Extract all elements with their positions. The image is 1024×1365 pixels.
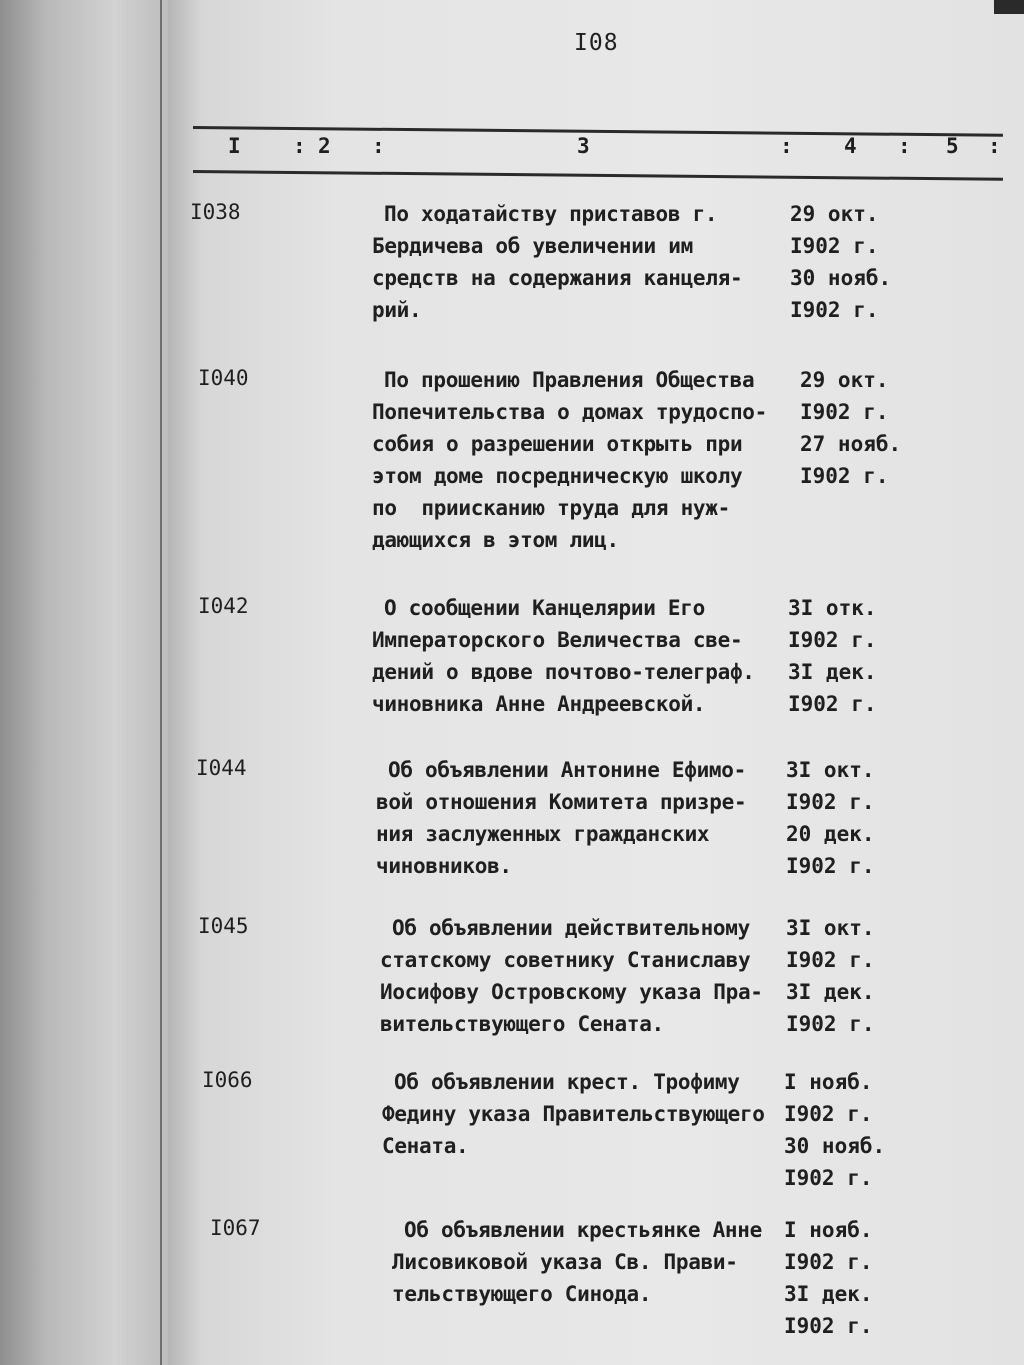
column-header-5: 5 (946, 134, 959, 158)
binding-line (160, 0, 162, 1365)
entry-dates (800, 364, 925, 492)
entry-dates (786, 912, 911, 1040)
entry-dates (784, 1066, 909, 1194)
column-header-3: 3 (577, 134, 590, 158)
entry-description-line: вительствующего Сената. (380, 1012, 664, 1036)
entry-description-line: по приисканию труда для нуж- (372, 496, 730, 520)
entry-description-line: дающихся в этом лиц. (372, 528, 619, 552)
entry-number: I045 (198, 914, 249, 938)
entry-description (376, 754, 776, 882)
entry-date-line: 20 дек. (786, 822, 875, 846)
entry-description-line: Бердичева об увеличении им (372, 234, 693, 258)
entry-date-line: 29 окт. (800, 368, 889, 392)
entry-description-line: этом доме посредническую школу (372, 464, 743, 488)
entry-description-line: Лисовиковой указа Св. Прави- (392, 1250, 738, 1274)
entry-number: I040 (198, 366, 249, 390)
entry-description-line: ния заслуженных гражданских (376, 822, 710, 846)
entry-number: I038 (190, 200, 241, 224)
entry-description-line: средств на содержания канцеля- (372, 266, 743, 290)
entry-dates (790, 198, 915, 326)
entry-date-line: I902 г. (784, 1314, 873, 1338)
entry-date-line: 3I дек. (788, 660, 877, 684)
column-separator: : (372, 134, 385, 158)
entry-date-line: I902 г. (786, 948, 875, 972)
page-corner-shadow (994, 0, 1024, 14)
column-separator: : (780, 134, 793, 158)
entry-description (380, 912, 780, 1040)
entry-date-line: 3I окт. (786, 916, 875, 940)
entry-description-line: Императорского Величества све- (372, 628, 743, 652)
entry-dates (784, 1214, 909, 1342)
entry-date-line: I нояб. (784, 1218, 873, 1242)
column-separator: : (898, 134, 911, 158)
entry-date-line: I902 г. (784, 1250, 873, 1274)
entry-date-line: 29 окт. (790, 202, 879, 226)
entry-date-line: 3I дек. (786, 980, 875, 1004)
entry-description-line: Федину указа Правительствующего (382, 1102, 765, 1126)
entry-description (372, 592, 772, 720)
entry-number: I044 (196, 756, 247, 780)
entry-date-line: 3I дек. (784, 1282, 873, 1306)
entry-date-line: I902 г. (790, 234, 879, 258)
entry-description-line: Об объявлении Антонине Ефимо- (388, 758, 746, 782)
column-separator: : (988, 134, 1001, 158)
entry-date-line: 3I отк. (788, 596, 877, 620)
entry-description-line: Об объявлении крест. Трофиму (394, 1070, 740, 1094)
entry-description-line: чиновника Анне Андреевской. (372, 692, 706, 716)
entry-description-line: Об объявлении крестьянке Анне (404, 1218, 762, 1242)
entry-date-line: 27 нояб. (800, 432, 902, 456)
column-header-2: 2 (318, 134, 331, 158)
entry-description-line: дений о вдове почтово-телеграф. (372, 660, 755, 684)
entry-date-line: I902 г. (788, 692, 877, 716)
column-header-1: I (228, 134, 241, 158)
entry-date-line: I902 г. (800, 400, 889, 424)
entry-date-line: I902 г. (790, 298, 879, 322)
entry-description-line: По прошению Правления Общества (384, 368, 755, 392)
entry-description (372, 364, 772, 556)
entry-date-line: I нояб. (784, 1070, 873, 1094)
entry-number: I042 (198, 594, 249, 618)
entry-description (372, 198, 772, 326)
entry-description-line: вой отношения Комитета призре- (376, 790, 747, 814)
entry-description (392, 1214, 792, 1310)
entry-date-line: I902 г. (784, 1102, 873, 1126)
entry-date-line: I902 г. (784, 1166, 873, 1190)
entry-description-line: По ходатайству приставов г. (384, 202, 718, 226)
column-separator: : (293, 134, 306, 158)
entry-date-line: I902 г. (800, 464, 889, 488)
entry-description-line: чиновников. (376, 854, 512, 878)
entry-date-line: 30 нояб. (790, 266, 892, 290)
entry-date-line: 3I окт. (786, 758, 875, 782)
entry-dates (786, 754, 911, 882)
entry-date-line: I902 г. (786, 790, 875, 814)
entry-description-line: Попечительства о домах трудоспо- (372, 400, 767, 424)
column-header-4: 4 (844, 134, 857, 158)
entry-date-line: I902 г. (786, 854, 875, 878)
entry-description-line: собия о разрешении открыть при (372, 432, 743, 456)
entry-date-line: I902 г. (788, 628, 877, 652)
entry-description-line: О сообщении Канцелярии Его (384, 596, 705, 620)
entry-date-line: I902 г. (786, 1012, 875, 1036)
entry-description-line: рий. (372, 298, 422, 322)
entry-dates (788, 592, 913, 720)
entry-date-line: 30 нояб. (784, 1134, 886, 1158)
entry-description (382, 1066, 782, 1162)
page-number: I08 (574, 30, 619, 56)
entry-number: I067 (210, 1216, 261, 1240)
entry-number: I066 (202, 1068, 253, 1092)
entry-description-line: Сената. (382, 1134, 469, 1158)
entry-description-line: Иосифову Островскому указа Пра- (380, 980, 763, 1004)
entry-description-line: статскому советнику Станиславу (380, 948, 751, 972)
entry-description-line: Об объявлении действительному (392, 916, 750, 940)
entry-description-line: тельствующего Синода. (392, 1282, 652, 1306)
